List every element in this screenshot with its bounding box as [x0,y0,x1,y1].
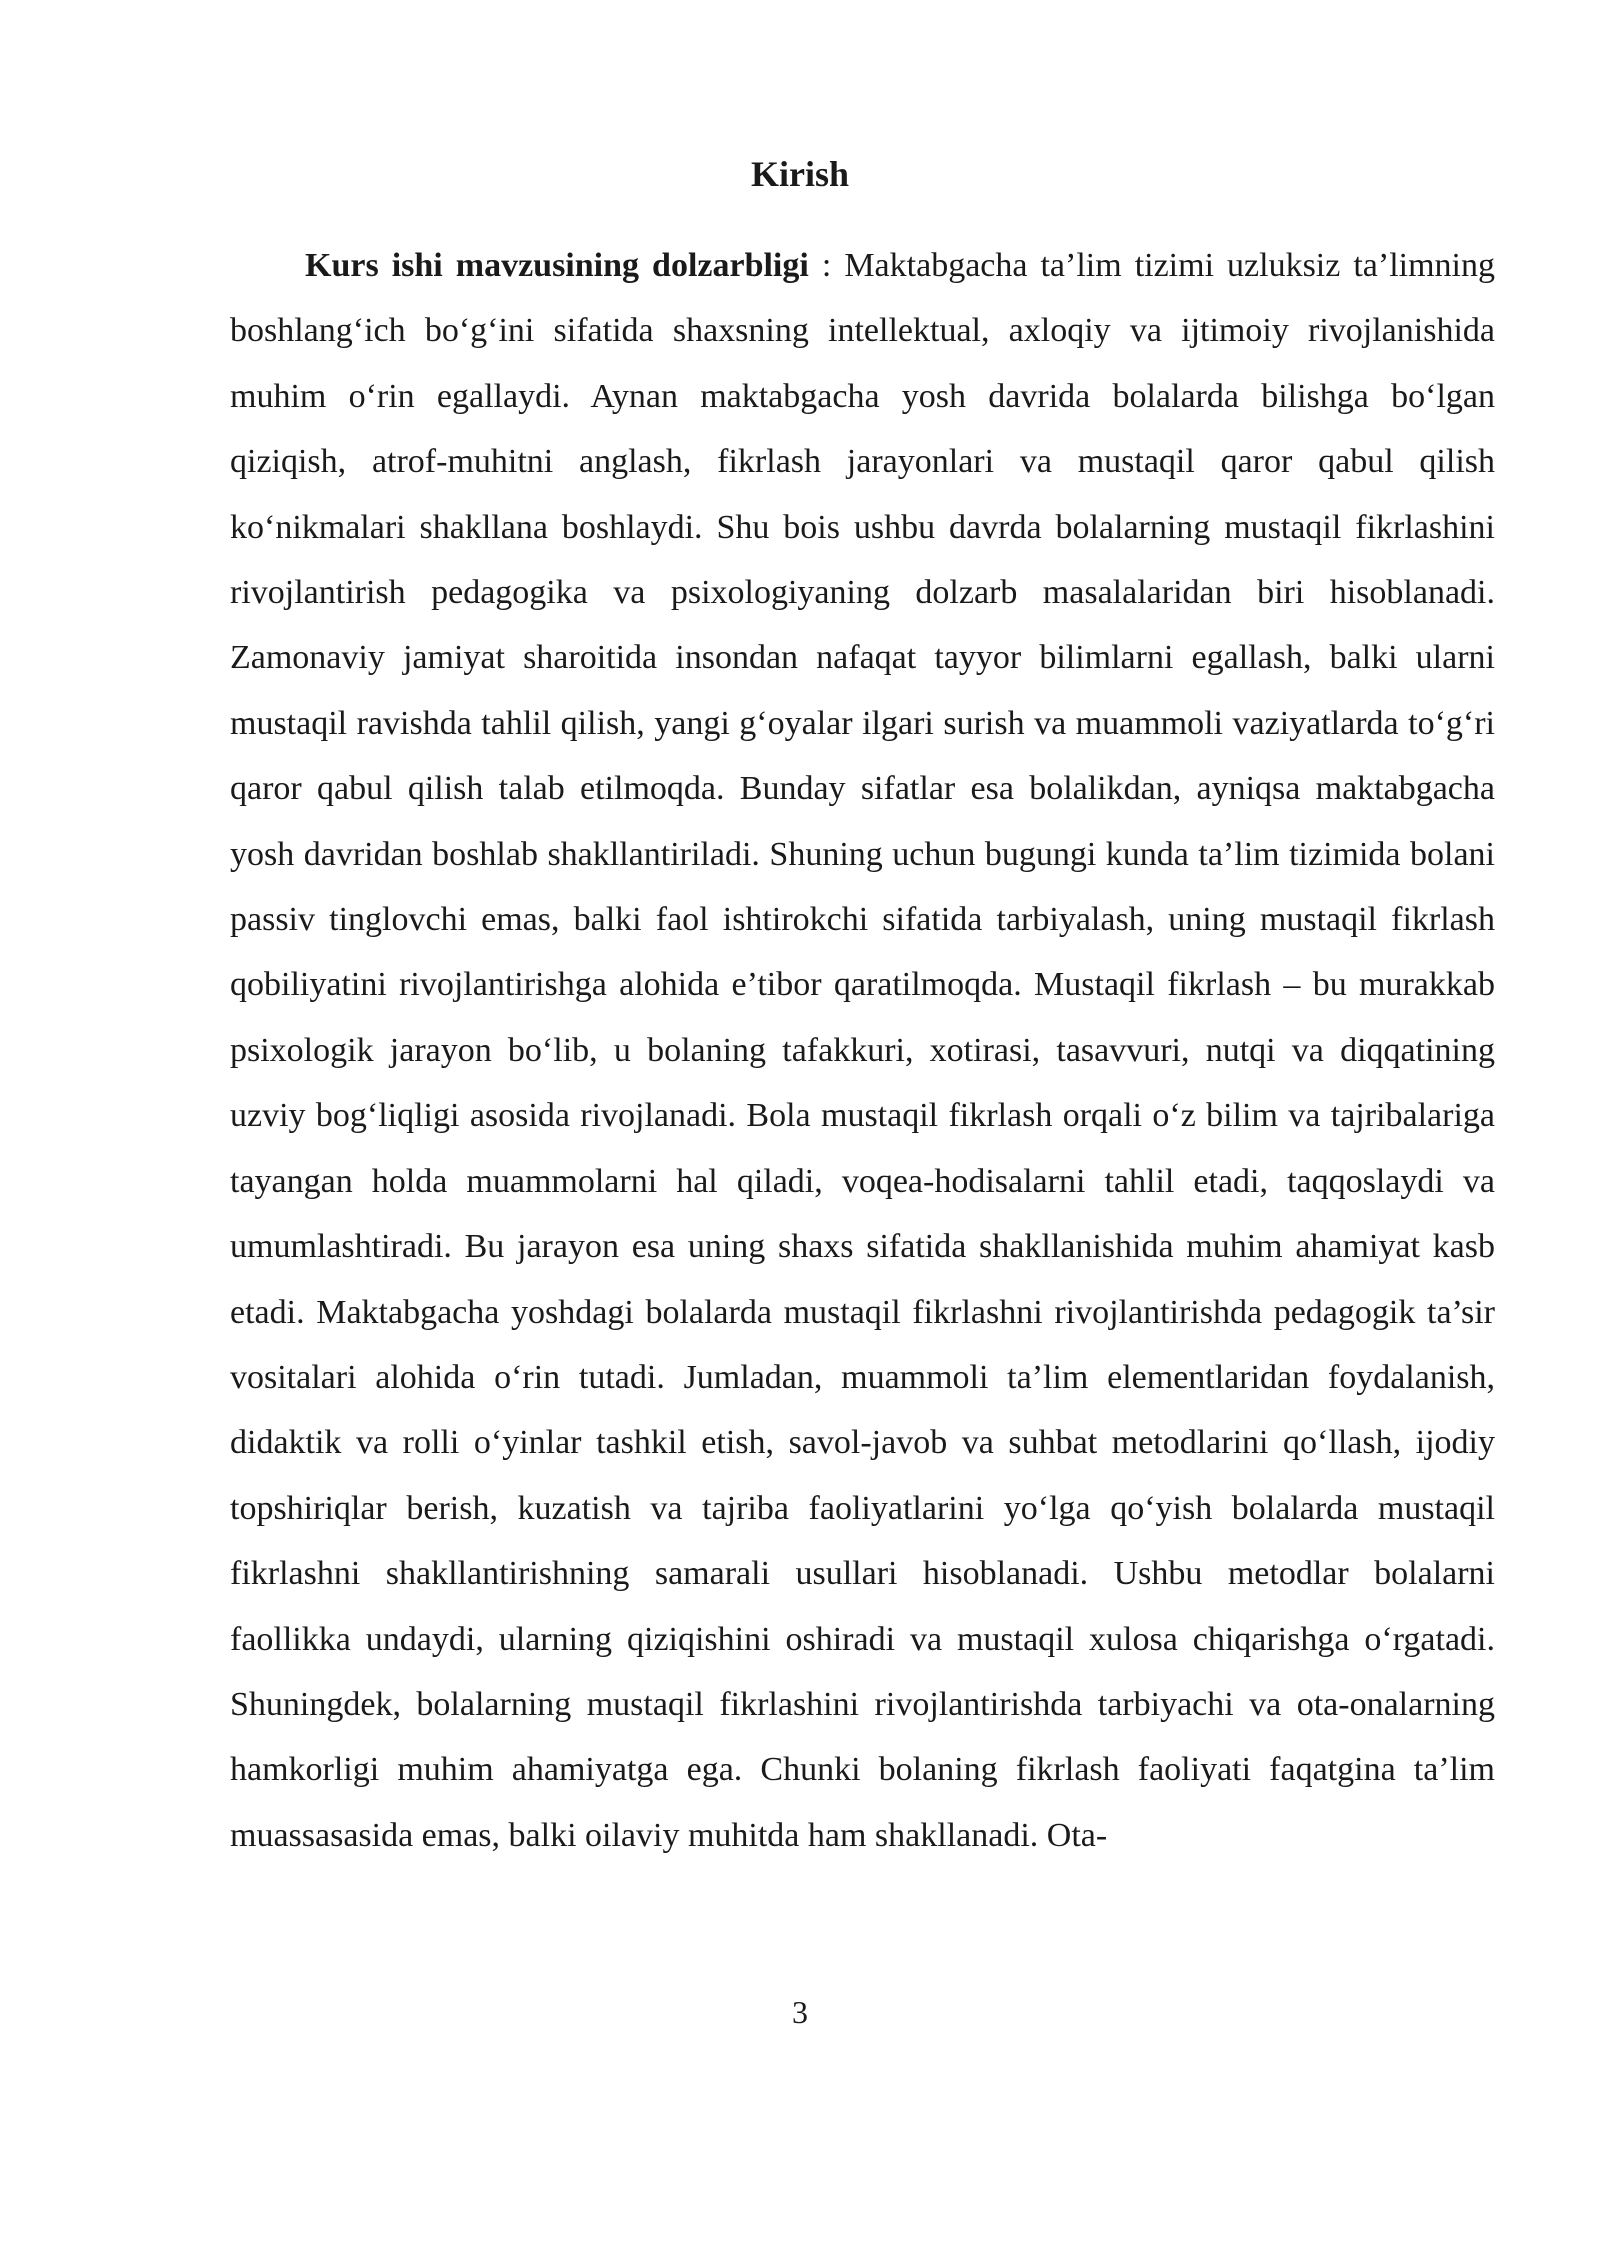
page-number: 3 [792,1994,808,2030]
paragraph-lead: Kurs ishi mavzusining dolzarbligi [305,247,809,284]
paragraph-text: Maktabgacha ta’lim tizimi uzluksiz ta’limning boshlang‘ich bo‘g‘ini sifatida shaxsning intellektual, axloqiy va ijtimoiy rivojlanishida muhim o‘rin egallaydi. Aynan maktabgacha yosh davrida bolalarda bilishga bo‘lgan qiziqish, atrof-muhitni anglash, fikrlash jarayonlari va mustaqil qaror qabul qilish ko‘nikmalari shakllana boshlaydi. Shu bois ushbu davrda bolalarning mustaqil fikrlashini rivojlantirish pedagogika va psixologiyaning dolzarb masalalaridan biri hisoblanadi. Zamonaviy jamiyat sharoitida insondan nafaqat tayyor bilimlarni egallash, balki ularni mustaqil ravishda tahlil qilish, yangi g‘oyalar ilgari surish va muammoli vaziyatlarda to‘g‘ri qaror qabul qilish talab etilmoqda. Bunday sifatlar esa bolalikdan, ayniqsa maktabgacha yosh davridan boshlab shakllantiriladi. Shuning uchun bugungi kunda ta’lim tizimida bolani passiv tinglovchi emas, balki faol ishtirokchi sifatida tarbiyalash, uning mustaqil fikrlash qobiliyatini rivojlantirishga alohida e’tibor qaratilmoqda. Mustaqil fikrlash – bu murakkab psixologik jarayon bo‘lib, u bolaning tafakkuri, xotirasi, tasavvuri, nutqi va diqqatining uzviy bog‘liqligi asosida rivojlanadi. Bola mustaqil fikrlash orqali o‘z bilim va tajribalariga tayangan holda muammolarni hal qiladi, voqea-hodisalarni tahlil etadi, taqqoslaydi va umumlashtiradi. Bu jarayon esa uning shaxs sifatida shakllanishida muhim ahamiyat kasb etadi. Maktabgacha yoshdagi bolalarda mustaqil fikrlashni rivojlantirishda pedagogik ta’sir vositalari alohida o‘rin tutadi. Jumladan, muammoli ta’lim elementlaridan foydalanish, didaktik va rolli o‘yinlar tashkil etish, savol-javob va suhbat metodlarini qo‘llash, ijodiy topshiriqlar berish, kuzatish va tajriba faoliyatlarini yo‘lga qo‘yish bolalarda mustaqil fikrlashni shakllantirishning samarali usullari hisoblanadi. Ushbu metodlar bolalarni faollikka undaydi, ularning qiziqishini oshiradi va mustaqil xulosa chiqarishga o‘rgatadi. Shuningdek, bolalarning mustaqil fikrlashini rivojlantirishda tarbiyachi va ota-onalarning hamkorligi muhim ahamiyatga ega. Chunki bolaning fikrlash faoliyati faqatgina ta’lim muassasasida emas, balki oilaviy muhitda ham shakllanadi. Ota- [230,247,1496,1854]
body-paragraph [230,233,1495,1868]
lead-separator: : [808,247,845,284]
section-heading: Kirish [750,154,849,194]
